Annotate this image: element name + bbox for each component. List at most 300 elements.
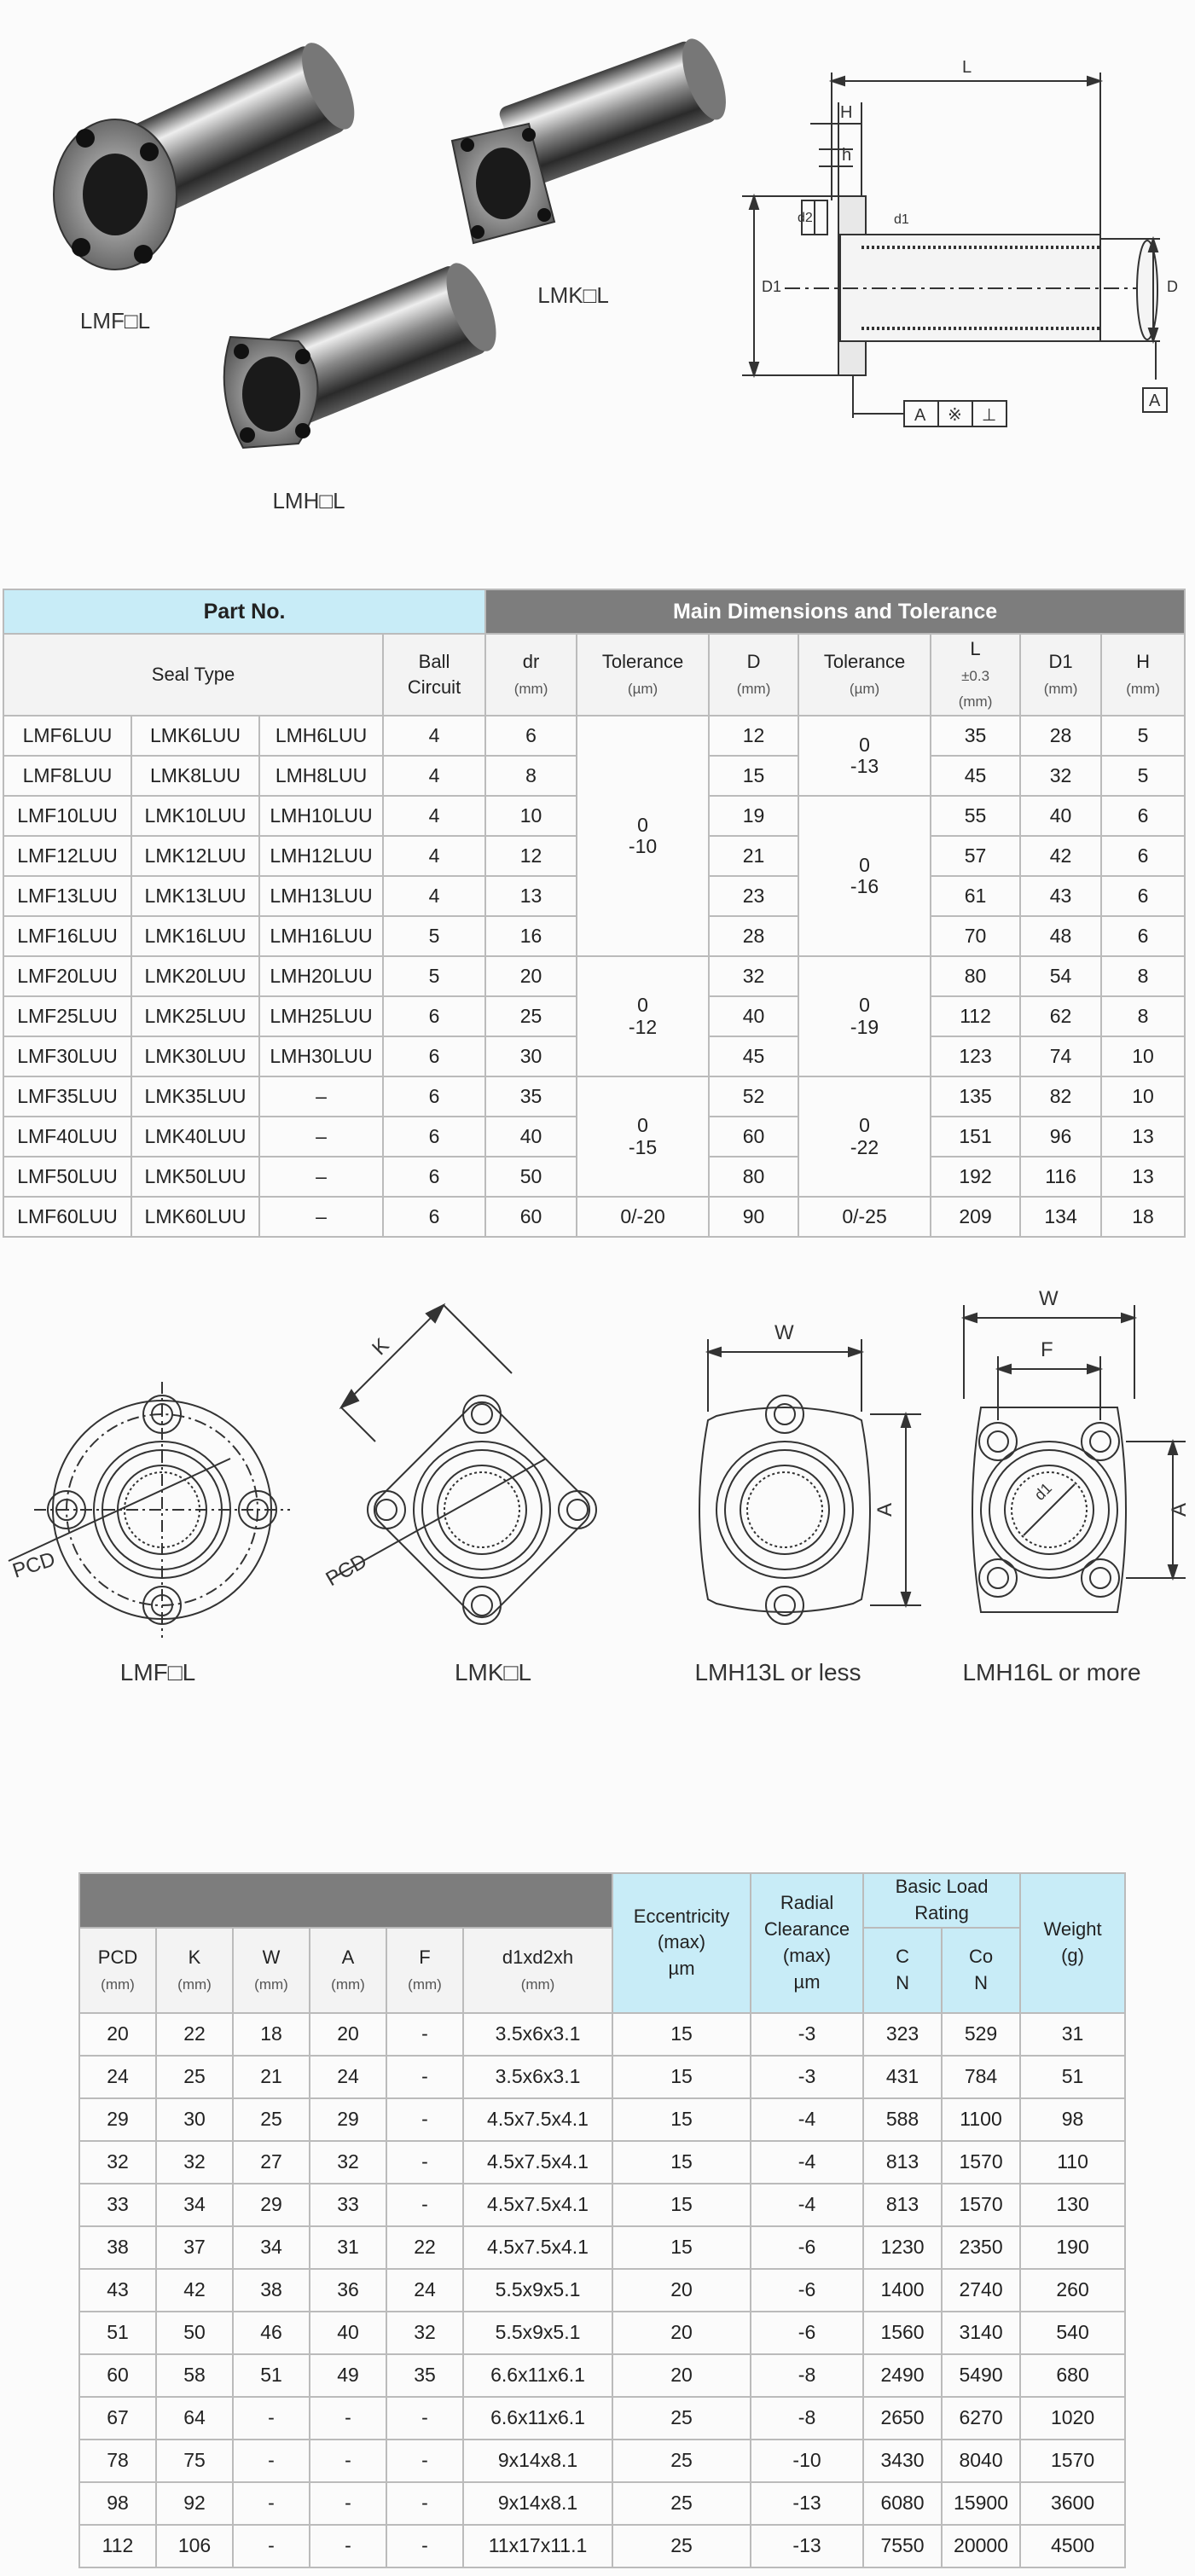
seal-type-header: Seal Type bbox=[3, 634, 383, 716]
w-header: W (mm) bbox=[233, 1928, 310, 2013]
d1xd2xh-cell: 9x14x8.1 bbox=[463, 2482, 612, 2525]
eccentricity-cell: 15 bbox=[612, 2226, 751, 2269]
k-cell: 75 bbox=[156, 2440, 233, 2482]
radial-clearance-cell: -6 bbox=[751, 2226, 863, 2269]
dr-cell: 40 bbox=[485, 1117, 577, 1157]
co-load-cell: 15900 bbox=[942, 2482, 1020, 2525]
D-header: D (mm) bbox=[709, 634, 798, 716]
lmf-part-cell: LMF16LUU bbox=[3, 916, 131, 956]
L-cell: 135 bbox=[931, 1076, 1020, 1117]
cross-section-drawing bbox=[742, 73, 1167, 426]
flange-views bbox=[0, 1262, 1195, 1740]
D-cell: 52 bbox=[709, 1076, 798, 1117]
lmh-part-cell: – bbox=[259, 1076, 383, 1117]
co-load-cell: 2350 bbox=[942, 2226, 1020, 2269]
dr-tolerance-cell bbox=[577, 1197, 709, 1237]
H-cell: 13 bbox=[1101, 1157, 1185, 1197]
lmf-part-cell: LMF20LUU bbox=[3, 956, 131, 996]
D1-cell: 116 bbox=[1020, 1157, 1101, 1197]
d1xd2xh-cell: 3.5x6x3.1 bbox=[463, 2013, 612, 2056]
table-row bbox=[79, 2525, 1125, 2567]
dr-cell: 35 bbox=[485, 1076, 577, 1117]
c-load-cell: 813 bbox=[863, 2141, 942, 2184]
co-load-cell: 20000 bbox=[942, 2525, 1020, 2567]
lmk-part-cell: LMK13LUU bbox=[131, 876, 259, 916]
L-cell: 45 bbox=[931, 756, 1020, 796]
radial-clearance-cell: -3 bbox=[751, 2056, 863, 2098]
eccentricity-cell: 25 bbox=[612, 2397, 751, 2440]
D1-cell: 74 bbox=[1020, 1036, 1101, 1076]
tolerance-bottom: -15 bbox=[628, 1135, 658, 1158]
dim-d1-label: d1 bbox=[894, 212, 909, 227]
f-cell: - bbox=[386, 2184, 463, 2226]
co-header: Co N bbox=[942, 1928, 1020, 2013]
lmh-part-cell: LMH20LUU bbox=[259, 956, 383, 996]
D1-header: D1 (mm) bbox=[1020, 634, 1101, 716]
table-row bbox=[79, 2354, 1125, 2397]
k-cell: 25 bbox=[156, 2056, 233, 2098]
table-row bbox=[79, 2440, 1125, 2482]
tolerance-top: 0 bbox=[859, 1114, 870, 1137]
H-cell: 8 bbox=[1101, 956, 1185, 996]
c-load-cell: 1230 bbox=[863, 2226, 942, 2269]
D1-cell: 54 bbox=[1020, 956, 1101, 996]
D-cell: 40 bbox=[709, 996, 798, 1036]
radial-clearance-cell: -13 bbox=[751, 2482, 863, 2525]
table-row bbox=[79, 2312, 1125, 2354]
a-cell: 32 bbox=[310, 2141, 386, 2184]
f-cell: 24 bbox=[386, 2269, 463, 2312]
D-tolerance-cell bbox=[798, 1076, 931, 1197]
k-cell: 106 bbox=[156, 2525, 233, 2567]
D1-cell: 32 bbox=[1020, 756, 1101, 796]
flange-dimensions-body bbox=[79, 2013, 1125, 2567]
dr-cell: 10 bbox=[485, 796, 577, 836]
weight-header: Weight (g) bbox=[1020, 1873, 1125, 2013]
co-load-cell: 1570 bbox=[942, 2141, 1020, 2184]
lmf-part-cell: LMF10LUU bbox=[3, 796, 131, 836]
pcd-cell: 32 bbox=[79, 2141, 156, 2184]
D1-cell: 42 bbox=[1020, 836, 1101, 876]
dr-cell: 25 bbox=[485, 996, 577, 1036]
L-cell: 61 bbox=[931, 876, 1020, 916]
ball-circuit-cell: 6 bbox=[383, 1197, 485, 1237]
f-cell: 35 bbox=[386, 2354, 463, 2397]
pcd-cell: 43 bbox=[79, 2269, 156, 2312]
weight-cell: 260 bbox=[1020, 2269, 1125, 2312]
lmk-part-cell: LMK16LUU bbox=[131, 916, 259, 956]
pcd-cell: 51 bbox=[79, 2312, 156, 2354]
H-cell: 6 bbox=[1101, 836, 1185, 876]
D-cell: 80 bbox=[709, 1157, 798, 1197]
H-header: H (mm) bbox=[1101, 634, 1185, 716]
pcd-cell: 24 bbox=[79, 2056, 156, 2098]
dim-D-label: D bbox=[1167, 278, 1178, 295]
radial-clearance-cell: -4 bbox=[751, 2141, 863, 2184]
w-cell: 38 bbox=[233, 2269, 310, 2312]
weight-cell: 1020 bbox=[1020, 2397, 1125, 2440]
D-cell: 32 bbox=[709, 956, 798, 996]
lmk-part-cell: LMK40LUU bbox=[131, 1117, 259, 1157]
radial-clearance-cell: -6 bbox=[751, 2269, 863, 2312]
lmh-part-cell: LMH13LUU bbox=[259, 876, 383, 916]
tolerance-top: 0 bbox=[637, 813, 648, 836]
D-cell: 60 bbox=[709, 1117, 798, 1157]
c-load-cell: 431 bbox=[863, 2056, 942, 2098]
tolerance-bottom: -12 bbox=[628, 1015, 658, 1038]
D1-cell: 96 bbox=[1020, 1117, 1101, 1157]
tolerance-bottom: -10 bbox=[628, 835, 658, 857]
k-cell: 30 bbox=[156, 2098, 233, 2141]
co-load-cell: 1570 bbox=[942, 2184, 1020, 2226]
f-cell: - bbox=[386, 2397, 463, 2440]
d1xd2xh-cell: 4.5x7.5x4.1 bbox=[463, 2226, 612, 2269]
lmk-part-cell: LMK35LUU bbox=[131, 1076, 259, 1117]
dr-tolerance-cell bbox=[577, 1076, 709, 1197]
dr-cell: 8 bbox=[485, 756, 577, 796]
lmh16-a-label: A bbox=[1168, 1502, 1191, 1517]
D1-cell: 82 bbox=[1020, 1076, 1101, 1117]
dr-cell: 16 bbox=[485, 916, 577, 956]
D-cell: 15 bbox=[709, 756, 798, 796]
eccentricity-cell: 15 bbox=[612, 2184, 751, 2226]
weight-cell: 110 bbox=[1020, 2141, 1125, 2184]
f-cell: - bbox=[386, 2440, 463, 2482]
L-cell: 80 bbox=[931, 956, 1020, 996]
c-load-cell: 323 bbox=[863, 2013, 942, 2056]
D-cell: 28 bbox=[709, 916, 798, 956]
lmh-image-label: LMH□L bbox=[272, 488, 345, 513]
H-cell: 5 bbox=[1101, 756, 1185, 796]
lmf-flange-view bbox=[9, 1382, 290, 1638]
table-row bbox=[79, 2098, 1125, 2141]
lmh16-flange-view bbox=[964, 1305, 1186, 1612]
table-row bbox=[3, 956, 1185, 996]
lmh13-view-label: LMH13L or less bbox=[694, 1659, 861, 1685]
f-cell: 22 bbox=[386, 2226, 463, 2269]
D1-cell: 48 bbox=[1020, 916, 1101, 956]
k-cell: 50 bbox=[156, 2312, 233, 2354]
table-row bbox=[79, 2482, 1125, 2525]
weight-cell: 51 bbox=[1020, 2056, 1125, 2098]
H-cell: 13 bbox=[1101, 1117, 1185, 1157]
datum-A-label: A bbox=[914, 406, 926, 425]
dim-D1-label: D1 bbox=[762, 278, 782, 295]
eccentricity-cell: 15 bbox=[612, 2098, 751, 2141]
a-cell: 31 bbox=[310, 2226, 386, 2269]
d1xd2xh-cell: 11x17x11.1 bbox=[463, 2525, 612, 2567]
tolerance-top: 0 bbox=[859, 733, 870, 756]
lmh13-a-label: A bbox=[873, 1502, 896, 1517]
lmh13-w-label: W bbox=[774, 1321, 794, 1344]
w-cell: 18 bbox=[233, 2013, 310, 2056]
lmf-part-cell: LMF25LUU bbox=[3, 996, 131, 1036]
H-cell: 5 bbox=[1101, 716, 1185, 756]
a-cell: 24 bbox=[310, 2056, 386, 2098]
weight-cell: 98 bbox=[1020, 2098, 1125, 2141]
perpendicular-symbol: ⊥ bbox=[982, 406, 997, 425]
lmh-part-cell: LMH16LUU bbox=[259, 916, 383, 956]
d1xd2xh-cell: 6.6x11x6.1 bbox=[463, 2354, 612, 2397]
table-row bbox=[79, 2226, 1125, 2269]
ball-circuit-cell: 6 bbox=[383, 996, 485, 1036]
pcd-cell: 60 bbox=[79, 2354, 156, 2397]
dr-cell: 20 bbox=[485, 956, 577, 996]
lmf-part-cell: LMF40LUU bbox=[3, 1117, 131, 1157]
pcd-cell: 33 bbox=[79, 2184, 156, 2226]
d1xd2xh-cell: 3.5x6x3.1 bbox=[463, 2056, 612, 2098]
lmk-pcd-label: PCD bbox=[322, 1549, 371, 1592]
a-cell: 40 bbox=[310, 2312, 386, 2354]
dim-h-label: h bbox=[842, 146, 852, 165]
table-row bbox=[79, 2184, 1125, 2226]
L-header: L ±0.3 (mm) bbox=[931, 634, 1020, 716]
lmf-part-cell: LMF50LUU bbox=[3, 1157, 131, 1197]
main-dimensions-header: Main Dimensions and Tolerance bbox=[485, 589, 1185, 634]
H-cell: 10 bbox=[1101, 1076, 1185, 1117]
dim-H-label: H bbox=[840, 103, 853, 122]
lmh-part-cell: LMH30LUU bbox=[259, 1036, 383, 1076]
D1-cell: 40 bbox=[1020, 796, 1101, 836]
k-cell: 92 bbox=[156, 2482, 233, 2525]
table-row bbox=[79, 2141, 1125, 2184]
ball-circuit-cell: 6 bbox=[383, 1117, 485, 1157]
k-cell: 22 bbox=[156, 2013, 233, 2056]
D-cell: 90 bbox=[709, 1197, 798, 1237]
pcd-cell: 98 bbox=[79, 2482, 156, 2525]
dr-cell: 30 bbox=[485, 1036, 577, 1076]
lmf-part-cell: LMF30LUU bbox=[3, 1036, 131, 1076]
lmk-k-label: K bbox=[368, 1333, 394, 1361]
dr-header: dr (mm) bbox=[485, 634, 577, 716]
tolerance-bottom: -22 bbox=[850, 1135, 879, 1158]
datum-A2-label: A bbox=[1149, 392, 1161, 410]
D1-cell: 28 bbox=[1020, 716, 1101, 756]
c-load-cell: 813 bbox=[863, 2184, 942, 2226]
lmh-part-cell: LMH25LUU bbox=[259, 996, 383, 1036]
D1-cell: 43 bbox=[1020, 876, 1101, 916]
f-cell: - bbox=[386, 2098, 463, 2141]
w-cell: 21 bbox=[233, 2056, 310, 2098]
ball-circuit-cell: 6 bbox=[383, 1076, 485, 1117]
radial-clearance-cell: -4 bbox=[751, 2098, 863, 2141]
lmk-part-cell: LMK20LUU bbox=[131, 956, 259, 996]
table-row bbox=[79, 2269, 1125, 2312]
pcd-header: PCD (mm) bbox=[79, 1928, 156, 2013]
radial-clearance-cell: -4 bbox=[751, 2184, 863, 2226]
w-cell: 25 bbox=[233, 2098, 310, 2141]
H-cell: 8 bbox=[1101, 996, 1185, 1036]
c-load-cell: 2490 bbox=[863, 2354, 942, 2397]
part-no-header: Part No. bbox=[3, 589, 485, 634]
a-cell: - bbox=[310, 2440, 386, 2482]
eccentricity-cell: 15 bbox=[612, 2141, 751, 2184]
a-cell: - bbox=[310, 2397, 386, 2440]
weight-cell: 130 bbox=[1020, 2184, 1125, 2226]
ball-circuit-cell: 4 bbox=[383, 836, 485, 876]
dr-cell: 13 bbox=[485, 876, 577, 916]
co-load-cell: 3140 bbox=[942, 2312, 1020, 2354]
ball-circuit-header: Ball Circuit bbox=[383, 634, 485, 716]
lmk-part-cell: LMK6LUU bbox=[131, 716, 259, 756]
weight-cell: 540 bbox=[1020, 2312, 1125, 2354]
lmk-bushing-image bbox=[452, 33, 734, 243]
c-load-cell: 588 bbox=[863, 2098, 942, 2141]
dr-tolerance-cell bbox=[577, 956, 709, 1076]
lmf-part-cell: LMF60LUU bbox=[3, 1197, 131, 1237]
D-cell: 19 bbox=[709, 796, 798, 836]
eccentricity-cell: 25 bbox=[612, 2525, 751, 2567]
tolerance-top: 0 bbox=[637, 1114, 648, 1137]
w-cell: 27 bbox=[233, 2141, 310, 2184]
tolerance-bottom: -16 bbox=[850, 875, 879, 897]
tolerance-bottom: -13 bbox=[850, 755, 879, 777]
k-cell: 64 bbox=[156, 2397, 233, 2440]
lmf-part-cell: LMF13LUU bbox=[3, 876, 131, 916]
a-cell: 20 bbox=[310, 2013, 386, 2056]
c-load-cell: 1400 bbox=[863, 2269, 942, 2312]
radial-clearance-cell: -8 bbox=[751, 2354, 863, 2397]
weight-cell: 190 bbox=[1020, 2226, 1125, 2269]
pcd-cell: 67 bbox=[79, 2397, 156, 2440]
a-cell: - bbox=[310, 2482, 386, 2525]
k-cell: 42 bbox=[156, 2269, 233, 2312]
c-load-cell: 1560 bbox=[863, 2312, 942, 2354]
table-row bbox=[3, 716, 1185, 756]
ball-circuit-cell: 4 bbox=[383, 876, 485, 916]
f-cell: - bbox=[386, 2525, 463, 2567]
D-tolerance-cell bbox=[798, 956, 931, 1076]
c-load-cell: 7550 bbox=[863, 2525, 942, 2567]
lmh16-d1-label: d1 bbox=[1030, 1479, 1055, 1504]
lmk-view-label: LMK□L bbox=[454, 1659, 532, 1685]
D-tolerance-cell bbox=[798, 1197, 931, 1237]
k-cell: 32 bbox=[156, 2141, 233, 2184]
co-load-cell: 1100 bbox=[942, 2098, 1020, 2141]
L-cell: 35 bbox=[931, 716, 1020, 756]
d1xd2xh-cell: 4.5x7.5x4.1 bbox=[463, 2098, 612, 2141]
d1xd2xh-cell: 6.6x11x6.1 bbox=[463, 2397, 612, 2440]
L-cell: 123 bbox=[931, 1036, 1020, 1076]
f-cell: 32 bbox=[386, 2312, 463, 2354]
eccentricity-cell: 25 bbox=[612, 2440, 751, 2482]
table2-header-band bbox=[79, 1873, 612, 1928]
dr-tolerance-cell bbox=[577, 716, 709, 956]
dim-L-label: L bbox=[962, 58, 972, 77]
lmh16-f-label: F bbox=[1041, 1338, 1053, 1361]
table-row bbox=[79, 2397, 1125, 2440]
L-cell: 57 bbox=[931, 836, 1020, 876]
d1xd2xh-cell: 5.5x9x5.1 bbox=[463, 2312, 612, 2354]
lmf-part-cell: LMF12LUU bbox=[3, 836, 131, 876]
radial-clearance-cell: -13 bbox=[751, 2525, 863, 2567]
table-row bbox=[3, 1197, 1185, 1237]
D-cell: 23 bbox=[709, 876, 798, 916]
D1-cell: 62 bbox=[1020, 996, 1101, 1036]
lmk-part-cell: LMK10LUU bbox=[131, 796, 259, 836]
c-header: C N bbox=[863, 1928, 942, 2013]
c-load-cell: 3430 bbox=[863, 2440, 942, 2482]
w-cell: - bbox=[233, 2482, 310, 2525]
L-cell: 112 bbox=[931, 996, 1020, 1036]
weight-cell: 31 bbox=[1020, 2013, 1125, 2056]
lmh16-view-label: LMH16L or more bbox=[962, 1659, 1141, 1685]
lmk-part-cell: LMK60LUU bbox=[131, 1197, 259, 1237]
ball-circuit-cell: 6 bbox=[383, 1157, 485, 1197]
lmk-flange-view bbox=[333, 1305, 596, 1624]
radial-clearance-cell: -10 bbox=[751, 2440, 863, 2482]
eccentricity-cell: 20 bbox=[612, 2354, 751, 2397]
tolerance-top: 0 bbox=[859, 994, 870, 1017]
pcd-cell: 38 bbox=[79, 2226, 156, 2269]
c-load-cell: 2650 bbox=[863, 2397, 942, 2440]
pcd-cell: 29 bbox=[79, 2098, 156, 2141]
D-cell: 21 bbox=[709, 836, 798, 876]
w-cell: - bbox=[233, 2525, 310, 2567]
k-cell: 37 bbox=[156, 2226, 233, 2269]
basic-load-header: Basic Load Rating bbox=[863, 1873, 1020, 1928]
lmh-part-cell: – bbox=[259, 1117, 383, 1157]
lmk-part-cell: LMK12LUU bbox=[131, 836, 259, 876]
D-tolerance-cell bbox=[798, 716, 931, 796]
co-load-cell: 2740 bbox=[942, 2269, 1020, 2312]
lmf-part-cell: LMF6LUU bbox=[3, 716, 131, 756]
w-cell: 29 bbox=[233, 2184, 310, 2226]
ball-circuit-cell: 4 bbox=[383, 796, 485, 836]
eccentricity-header: Eccentricity (max) µm bbox=[612, 1873, 751, 2013]
a-header: A (mm) bbox=[310, 1928, 386, 2013]
f-cell: - bbox=[386, 2482, 463, 2525]
lmh-part-cell: LMH8LUU bbox=[259, 756, 383, 796]
D1-cell: 134 bbox=[1020, 1197, 1101, 1237]
ball-circuit-cell: 4 bbox=[383, 756, 485, 796]
f-cell: - bbox=[386, 2013, 463, 2056]
eccentricity-cell: 20 bbox=[612, 2312, 751, 2354]
co-load-cell: 8040 bbox=[942, 2440, 1020, 2482]
L-cell: 55 bbox=[931, 796, 1020, 836]
ball-circuit-cell: 5 bbox=[383, 956, 485, 996]
lmh16-w-label: W bbox=[1039, 1287, 1059, 1310]
parallel-symbol: ※ bbox=[948, 406, 962, 425]
co-load-cell: 784 bbox=[942, 2056, 1020, 2098]
eccentricity-cell: 20 bbox=[612, 2269, 751, 2312]
eccentricity-cell: 25 bbox=[612, 2482, 751, 2525]
co-load-cell: 529 bbox=[942, 2013, 1020, 2056]
L-cell: 70 bbox=[931, 916, 1020, 956]
D-cell: 12 bbox=[709, 716, 798, 756]
lmh-part-cell: LMH6LUU bbox=[259, 716, 383, 756]
lmf-image-label: LMF□L bbox=[79, 308, 151, 334]
lmk-part-cell: LMK25LUU bbox=[131, 996, 259, 1036]
lmf-view-label: LMF□L bbox=[119, 1659, 196, 1685]
lmh-bushing-image bbox=[224, 257, 507, 448]
d1xd2xh-cell: 4.5x7.5x4.1 bbox=[463, 2184, 612, 2226]
lmh-part-cell: LMH12LUU bbox=[259, 836, 383, 876]
f-cell: - bbox=[386, 2141, 463, 2184]
d1xd2xh-cell: 4.5x7.5x4.1 bbox=[463, 2141, 612, 2184]
weight-cell: 680 bbox=[1020, 2354, 1125, 2397]
lmk-part-cell: LMK50LUU bbox=[131, 1157, 259, 1197]
H-cell: 6 bbox=[1101, 916, 1185, 956]
dr-cell: 6 bbox=[485, 716, 577, 756]
flange-dimensions-table bbox=[78, 1872, 1126, 2568]
dim-d2-label: d2 bbox=[798, 211, 813, 225]
w-cell: - bbox=[233, 2440, 310, 2482]
radial-clearance-cell: -3 bbox=[751, 2013, 863, 2056]
d1xd2xh-cell: 5.5x9x5.1 bbox=[463, 2269, 612, 2312]
lmh-part-cell: LMH10LUU bbox=[259, 796, 383, 836]
radial-clearance-cell: -6 bbox=[751, 2312, 863, 2354]
